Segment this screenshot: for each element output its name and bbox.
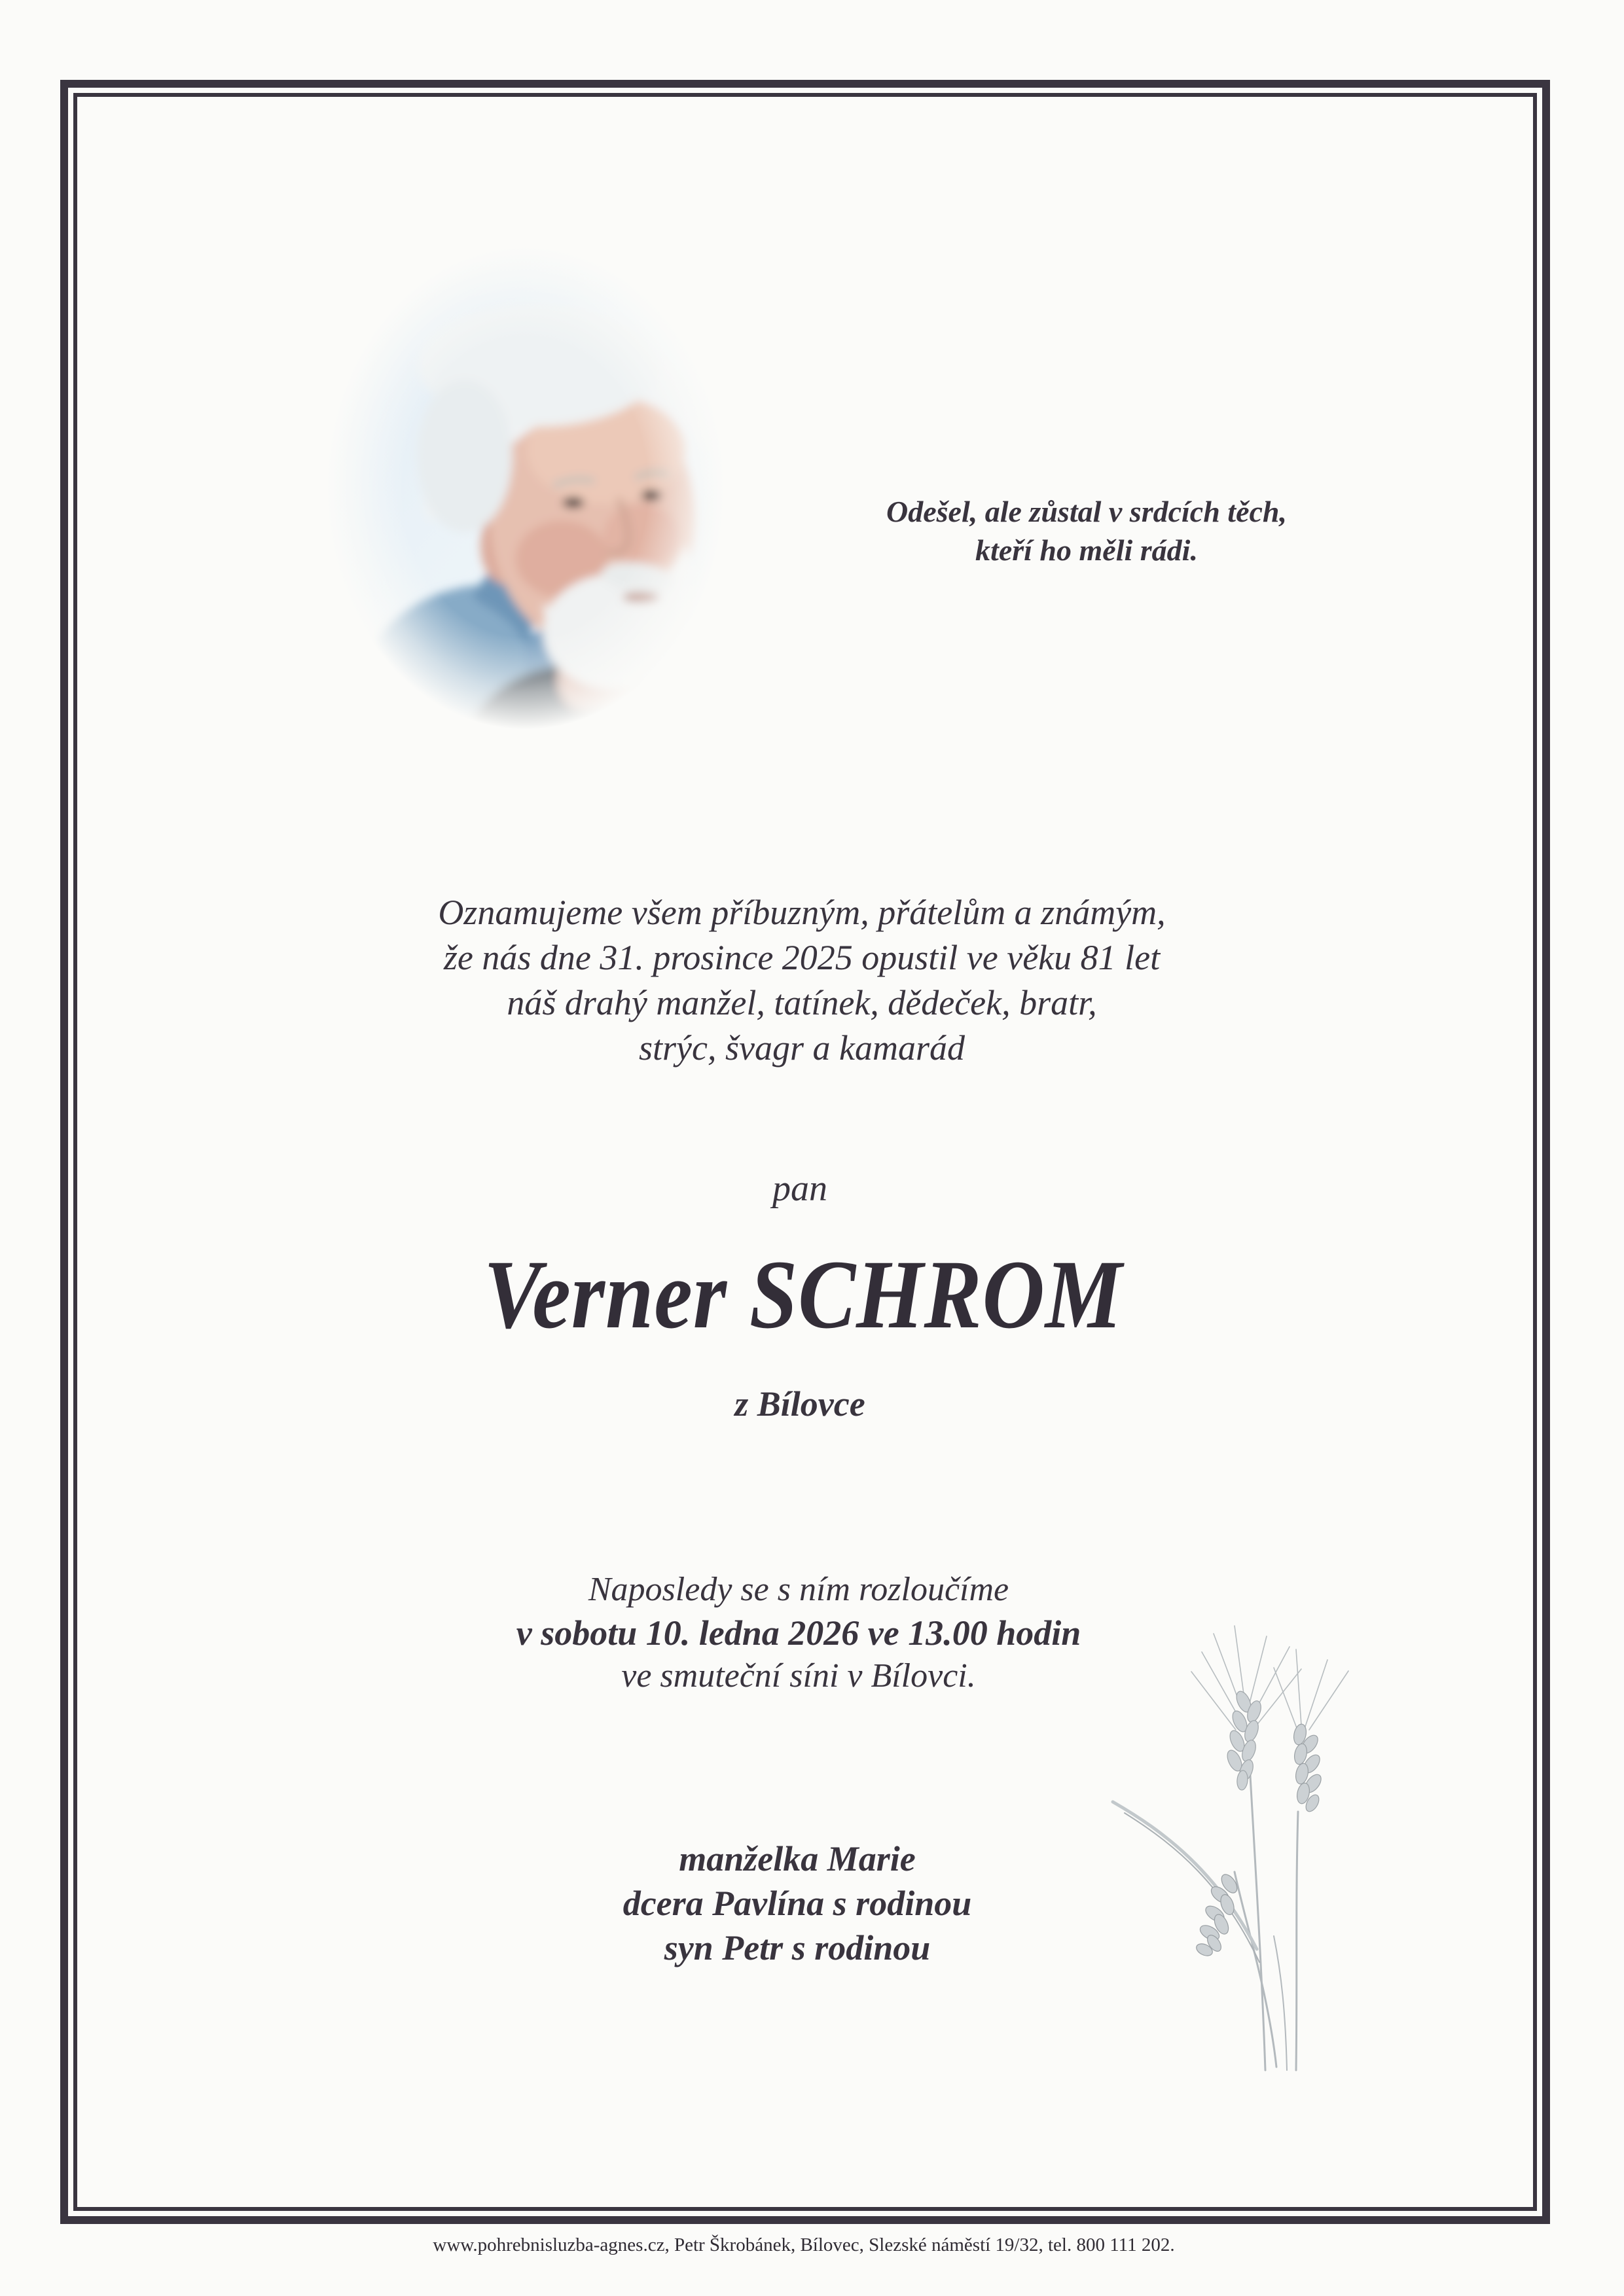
announcement-line-3: náš drahý manžel, tatínek, dědeček, bratr, xyxy=(507,983,1097,1022)
farewell-line-3: ve smuteční síni v Bílovci. xyxy=(621,1657,976,1695)
deceased-name: Verner SCHROM xyxy=(483,1240,1123,1349)
origin-line: z Bílovce xyxy=(734,1384,865,1424)
quote-line-2: kteří ho měli rádi. xyxy=(975,533,1198,567)
portrait-photo xyxy=(306,234,745,778)
wheat-ear-center xyxy=(1225,1689,1264,1791)
memorial-quote xyxy=(727,492,1447,569)
wheat-ear-right xyxy=(1292,1723,1324,1814)
mourner-line-1: manželka Marie xyxy=(679,1839,916,1878)
farewell-line-1: Naposledy se s ním rozloučíme xyxy=(588,1571,1009,1608)
mourner-line-2: dcera Pavlína s rodinou xyxy=(623,1884,972,1923)
mourner-line-3: syn Petr s rodinou xyxy=(664,1928,931,1967)
wheat-illustration xyxy=(1105,1609,1386,2073)
farewell-block xyxy=(373,1568,1224,1698)
announcement-line-2: že nás dne 31. prosince 2025 opustil ve věku 81 let xyxy=(443,938,1161,977)
announcement-line-4: strýc, švagr a kamarád xyxy=(639,1028,965,1067)
quote-line-1: Odešel, ale zůstal v srdcích těch, xyxy=(886,495,1287,528)
photo-vignette xyxy=(280,208,771,804)
footer-text: www.pohrebnisluzba-agnes.cz, Petr Škrobánek, Bílovec, Slezské náměstí 19/32, tel. 800 111 202. xyxy=(433,2234,1175,2255)
farewell-line-2: v sobotu 10. ledna 2026 ve 13.00 hodin xyxy=(516,1613,1081,1653)
mourners-block xyxy=(372,1837,1223,1970)
announcement-line-1: Oznamujeme všem příbuzným, přátelům a známým, xyxy=(438,893,1166,932)
honorific: pan xyxy=(772,1168,827,1209)
announcement-paragraph xyxy=(344,890,1260,1071)
